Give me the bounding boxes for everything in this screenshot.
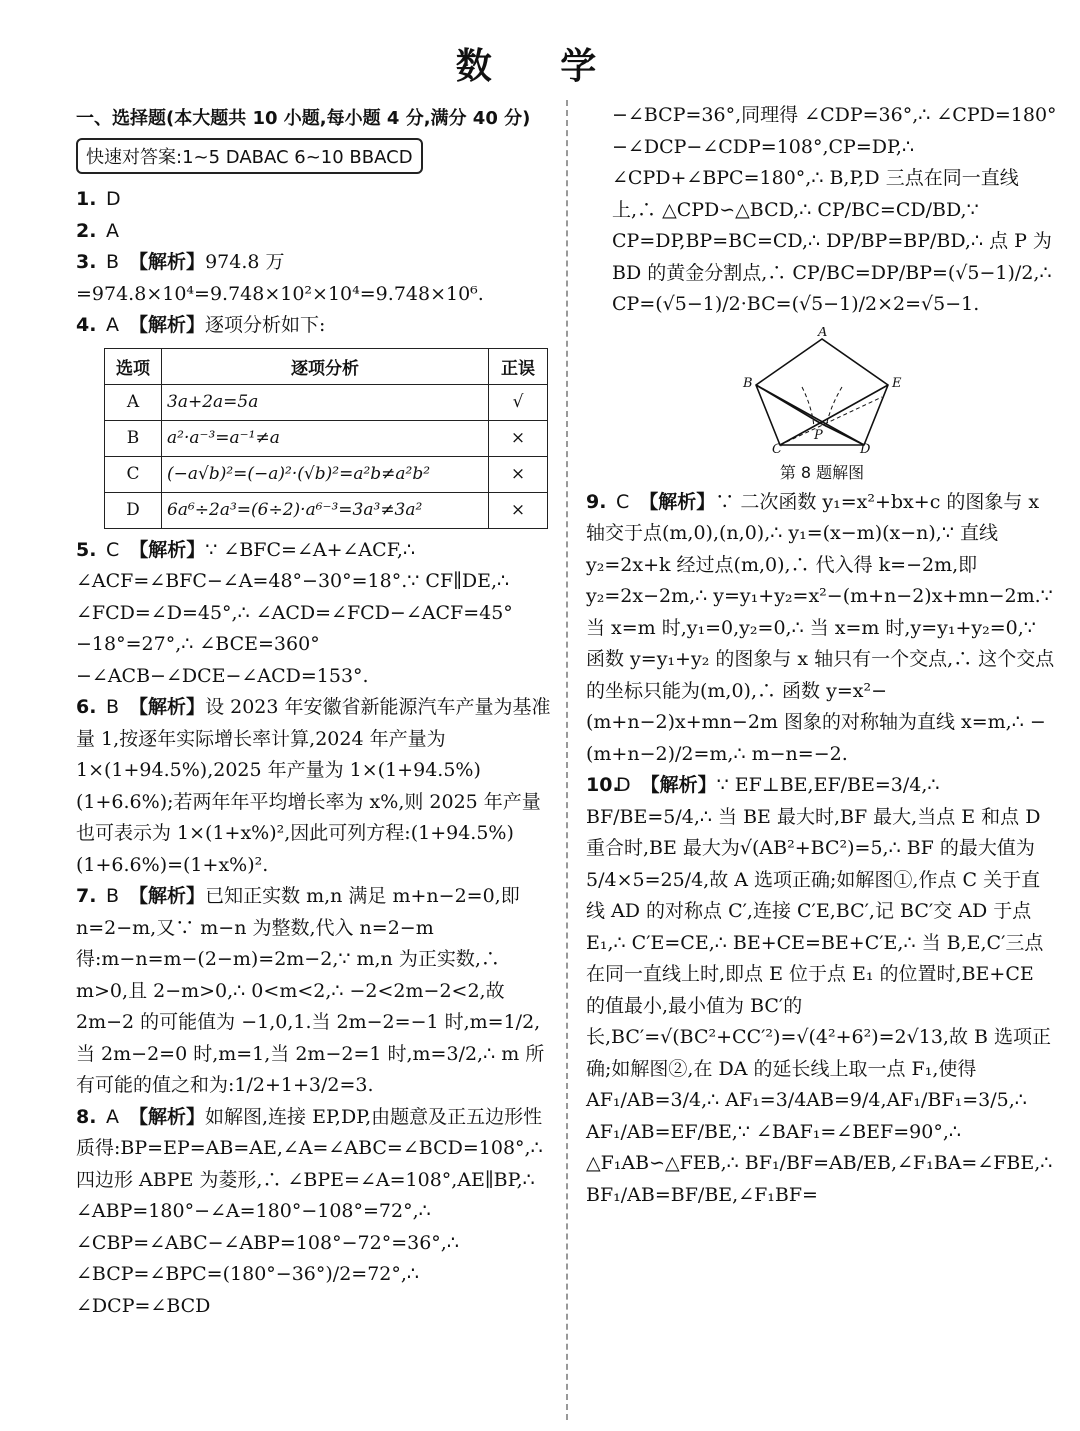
table-header-row — [105, 348, 548, 384]
analysis-text: 如解图,连接 EP,DP,由题意及正五边形性质得:BP=EP=AB=AE,∠A=∠ABC=∠BCD=108°,∴ 四边形 ABPE 为菱形,∴ ∠BPE=∠A=108°,AE∥BP,∴ ∠ABP=180°−∠A=180°−108°=72°,∴ ∠CBP=∠ABC−∠ABP=108°−72°=36°,∴ ∠BCP=∠BPC=(180°−36°)/2=72°,∴ ∠DCP=∠BCD — [76, 1105, 543, 1317]
answer: A — [106, 314, 119, 336]
question-5 — [76, 535, 552, 693]
answer: D — [616, 774, 631, 796]
left-column — [76, 100, 552, 1322]
analysis-text: 974.8 万=974.8×10⁴=9.748×10²×10⁴=9.748×10⁶. — [76, 251, 484, 305]
question-1 — [76, 184, 552, 216]
right-column — [586, 100, 1058, 1211]
table-row — [105, 420, 548, 456]
table-cell-analysis: a²·a⁻³=a⁻¹≠a — [162, 420, 489, 456]
answer: C — [616, 490, 630, 513]
analysis-text: 设 2023 年安徽省新能源汽车产量为基准量 1,按逐年实际增长率计算,2024 年产量为 1×(1+94.5%),2025 年产量为 1×(1+94.5%)(1+6.6%);若两年年平均增长率为 x%,则 2025 年产量也可表示为 1×(1+x%)²,因此可列方程:(1+94.5%)(1+6.6%)=(1+x%)². — [76, 696, 551, 876]
question-number: 6. — [76, 696, 97, 718]
question-2 — [76, 216, 552, 248]
table-cell-mark: × — [489, 420, 548, 456]
column-divider — [566, 100, 568, 1420]
question-number: 4. — [76, 314, 97, 336]
table-cell-analysis: 3a+2a=5a — [162, 384, 489, 420]
question-number: 9. — [586, 490, 607, 513]
table-cell-mark: √ — [489, 384, 548, 420]
question-number: 2. — [76, 219, 97, 242]
section-header: 一、选择题(本大题共 10 小题,每小题 4 分,满分 40 分) — [76, 108, 531, 129]
analysis-text: ∵ EF⊥BE,EF/BE=3/4,∴ BF/BE=5/4,∴ 当 BE 最大时,BF 最大,当点 E 和点 D 重合时,BE 最大为√(AB²+BC²)=5,∴ BF 的最大值为 5/4×5=25/4,故 A 选项正确;如解图①,作点 C 关于直线 AD 的对称点 C′,连接 C′E,BC′,记 BC′交 AD 于点 E₁,∴ C′E=CE,∴ BE+CE=BE+C′E,∴ 当 B,E,C′三点在同一直线上时,即点 E 位于点 E₁ 的位置时,BE+CE 的值最小,最小值为 BC′的长,BC′=√(BC²+CC′²)=√(4²+6²)=2√13,故 B 选项正确;如解图②,在 DA 的延长线上取一点 F₁,使得 AF₁/AB=3/4,∴ AF₁=3/4AB=9/4,AF₁/BF₁=3/5,∴ AF₁/AB=EF/BE,∵ ∠BAF₁=∠BEF=90°,∴ △F₁AB∽△FEB,∴ BF₁/BF=AB/EB,∠F₁BA=∠FBE,∴ BF₁/AB=BF/BE,∠F₁BF= — [586, 774, 1053, 1206]
construction-arc — [802, 387, 814, 427]
question-number: 7. — [76, 885, 97, 907]
point-label: B — [743, 375, 753, 391]
analysis-text: ∵ ∠BFC=∠A+∠ACF,∴ ∠ACF=∠BFC−∠A=48°−30°=18°.∵ CF∥DE,∴ ∠FCD=∠D=45°,∴ ∠ACD=∠FCD−∠ACF=45°−18°=27°,∴ ∠BCE=360°−∠ACB−∠DCE−∠ACD=153°. — [76, 538, 513, 687]
pentagon-diagram — [742, 327, 902, 453]
table-row — [105, 456, 548, 492]
table-header: 逐项分析 — [162, 348, 489, 384]
table-cell-mark: × — [489, 456, 548, 492]
question-number: 8. — [76, 1105, 97, 1128]
question-3 — [76, 247, 552, 310]
table-cell-analysis: 6a⁶÷2a³=(6÷2)·a⁶⁻³=3a³≠3a² — [162, 492, 489, 528]
table-row — [105, 492, 548, 528]
table-cell-analysis: (−a√b)²=(−a)²·(√b)²=a²b≠a²b² — [162, 456, 489, 492]
analysis-tag: 【解析】 — [129, 885, 206, 907]
point-label: C — [772, 441, 782, 453]
analysis-text: 逐项分析如下: — [205, 314, 326, 336]
analysis-tag: 【解析】 — [129, 696, 206, 718]
table-cell-option: A — [105, 384, 162, 420]
answer: C — [106, 538, 120, 561]
construction-arc — [826, 387, 842, 427]
quick-answer-box: 快速对答案:1~5 DABAC 6~10 BBACD — [76, 138, 423, 174]
question-number: 1. — [76, 188, 97, 210]
answer: A — [106, 219, 119, 242]
answer: D — [106, 188, 121, 210]
answer: A — [106, 1105, 119, 1128]
pentagon-figure — [586, 327, 1058, 483]
answer: B — [106, 885, 120, 907]
table-row — [105, 384, 548, 420]
table-header: 正误 — [489, 348, 548, 384]
page-title: 数 学 — [455, 46, 625, 87]
question-7 — [76, 881, 552, 1102]
point-label: P — [814, 427, 823, 443]
table-cell-option: C — [105, 456, 162, 492]
answer: B — [106, 696, 120, 718]
question-8 — [76, 1102, 552, 1323]
analysis-text: ∵ 二次函数 y₁=x²+bx+c 的图象与 x 轴交于点(m,0),(n,0),∴ y₁=(x−m)(x−n),∵ 直线 y₂=2x+k 经过点(m,0),∴ 代入得 k=−2m,即 y₂=2x−2m,∴ y=y₁+y₂=x²−(m+n−2)x+mn−2m.∵ 当 x=m 时,y₁=0,y₂=0,∴ 当 x=m 时,y=y₁+y₂=0,∵ 函数 y=y₁+y₂ 的图象与 x 轴只有一个交点,∴ 这个交点的坐标只能为(m,0),∴ 函数 y=x²−(m+n−2)x+mn−2m 图象的对称轴为直线 x=m,∴ −(m+n−2)/2=m,∴ m−n=−2. — [586, 490, 1055, 765]
line-bp — [756, 385, 820, 423]
analysis-tag: 【解析】 — [640, 774, 717, 796]
analysis-tag: 【解析】 — [129, 251, 206, 273]
question-6 — [76, 692, 552, 881]
question-9 — [586, 487, 1058, 771]
figure-caption: 第 8 题解图 — [779, 462, 865, 482]
point-label: E — [892, 375, 902, 391]
analysis-tag: 【解析】 — [639, 490, 716, 513]
answer: B — [106, 251, 120, 273]
question-number: 5. — [76, 538, 97, 561]
question-number: 3. — [76, 251, 97, 273]
analysis-table — [104, 348, 548, 529]
analysis-text: 已知正实数 m,n 满足 m+n−2=0,即 n=2−m,又∵ m−n 为整数,代入 n=2−m 得:m−n=m−(2−m)=2m−2,∵ m,n 为正实数,∴ m>0,且 2−m>0,∴ 0<m<2,∴ −2<2m−2<2,故 2m−2 的可能值为 −1,0,1.当 2m−2=−1 时,m=1/2,当 2m−2=0 时,m=1,当 2m−2=1 时,m=3/2,∴ m 所有可能的值之和为:1/2+1+3/2=3. — [76, 885, 545, 1096]
table-cell-option: D — [105, 492, 162, 528]
table-header: 选项 — [105, 348, 162, 384]
point-label: D — [860, 441, 871, 453]
question-4 — [76, 310, 552, 342]
question-number: 10. — [586, 774, 620, 796]
question-10 — [586, 770, 1058, 1211]
table-cell-option: B — [105, 420, 162, 456]
line-ep — [820, 385, 888, 423]
analysis-tag: 【解析】 — [129, 1105, 206, 1128]
analysis-tag: 【解析】 — [129, 538, 206, 561]
table-cell-mark: × — [489, 492, 548, 528]
question-8-continued: −∠BCP=36°,同理得 ∠CDP=36°,∴ ∠CPD=180°−∠DCP−∠CDP=108°,CP=DP,∴ ∠CPD+∠BPC=180°,∴ B,P,D 三点在同一直线上,∴ △CPD∽△BCD,∴ CP/BC=CD/BD,∵ CP=DP,BP=BC=CD,∴ DP/BP=BP/BD,∴ 点 P 为 BD 的黄金分割点,∴ CP/BC=DP/BP=(√5−1)/2,∴ CP=(√5−1)/2·BC=(√5−1)/2×2=√5−1. — [612, 104, 1057, 315]
point-label: A — [818, 326, 828, 340]
analysis-tag: 【解析】 — [129, 314, 206, 336]
